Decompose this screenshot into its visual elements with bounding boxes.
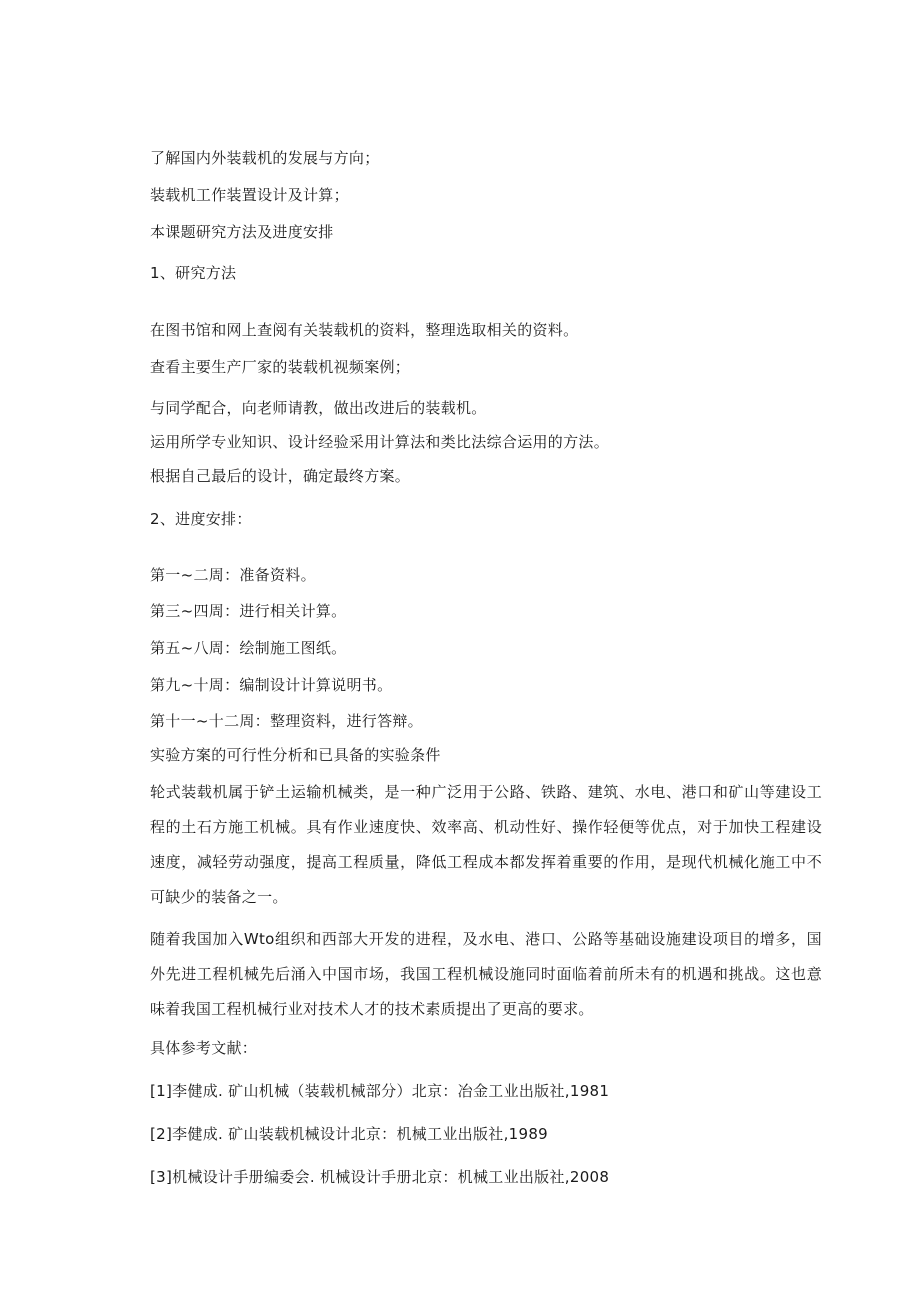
feasibility-paragraph-1: 轮式装载机属于铲土运输机械类，是一种广泛用于公路、铁路、建筑、水电、港口和矿山等建设工程的土石方施工机械。具有作业速度快、效率高、机动性好、操作轻便等优点，对于加快工程建设速度，减轻劳动强度，提高工程质量，降低工程成本都发挥着重要的作用，是现代机械化施工中不可缺少的装备之一。 [150, 783, 822, 906]
schedule-item-3: 第五~八周：绘制施工图纸。 [150, 639, 347, 657]
method-item-3: 与同学配合，向老师请教，做出改进后的装载机。 [150, 399, 487, 417]
method-item-2: 查看主要生产厂家的装载机视频案例； [150, 358, 411, 376]
schedule-item-1: 第一~二周：准备资料。 [150, 566, 316, 584]
reference-item-2: [2]李健成. 矿山装载机械设计北京：机械工业出版社,1989 [150, 1125, 549, 1143]
feasibility-heading: 实验方案的可行性分析和已具备的实验条件 [150, 746, 441, 764]
reference-item-3: [3]机械设计手册编委会. 机械设计手册北京：机械工业出版社,2008 [150, 1168, 610, 1186]
schedule-item-2: 第三~四周：进行相关计算。 [150, 602, 347, 620]
goal-item-2: 装载机工作装置设计及计算； [150, 186, 349, 204]
schedule-heading: 2、进度安排： [150, 510, 252, 528]
method-item-5: 根据自己最后的设计，确定最终方案。 [150, 467, 411, 485]
method-item-4: 运用所学专业知识、设计经验采用计算法和类比法综合运用的方法。 [150, 433, 610, 451]
schedule-item-4: 第九~十周：编制设计计算说明书。 [150, 676, 393, 694]
schedule-item-5: 第十一~十二周：整理资料，进行答辩。 [150, 712, 423, 730]
method-heading: 1、研究方法 [150, 264, 237, 282]
section-heading-methods-schedule: 本课题研究方法及进度安排 [150, 223, 334, 241]
goal-item-1: 了解国内外装载机的发展与方向； [150, 149, 380, 167]
reference-item-1: [1]李健成. 矿山机械（装载机械部分）北京：冶金工业出版社,1981 [150, 1082, 610, 1100]
references-heading: 具体参考文献： [150, 1039, 258, 1057]
method-item-1: 在图书馆和网上查阅有关装载机的资料，整理选取相关的资料。 [150, 321, 579, 339]
feasibility-paragraph-2: 随着我国加入Wto组织和西部大开发的进程，及水电、港口、公路等基础设施建设项目的增多，国外先进工程机械先后涌入中国市场，我国工程机械设施同时面临着前所未有的机遇和挑战。这也意味着我国工程机械行业对技术人才的技术素质提出了更高的要求。 [150, 930, 822, 1018]
